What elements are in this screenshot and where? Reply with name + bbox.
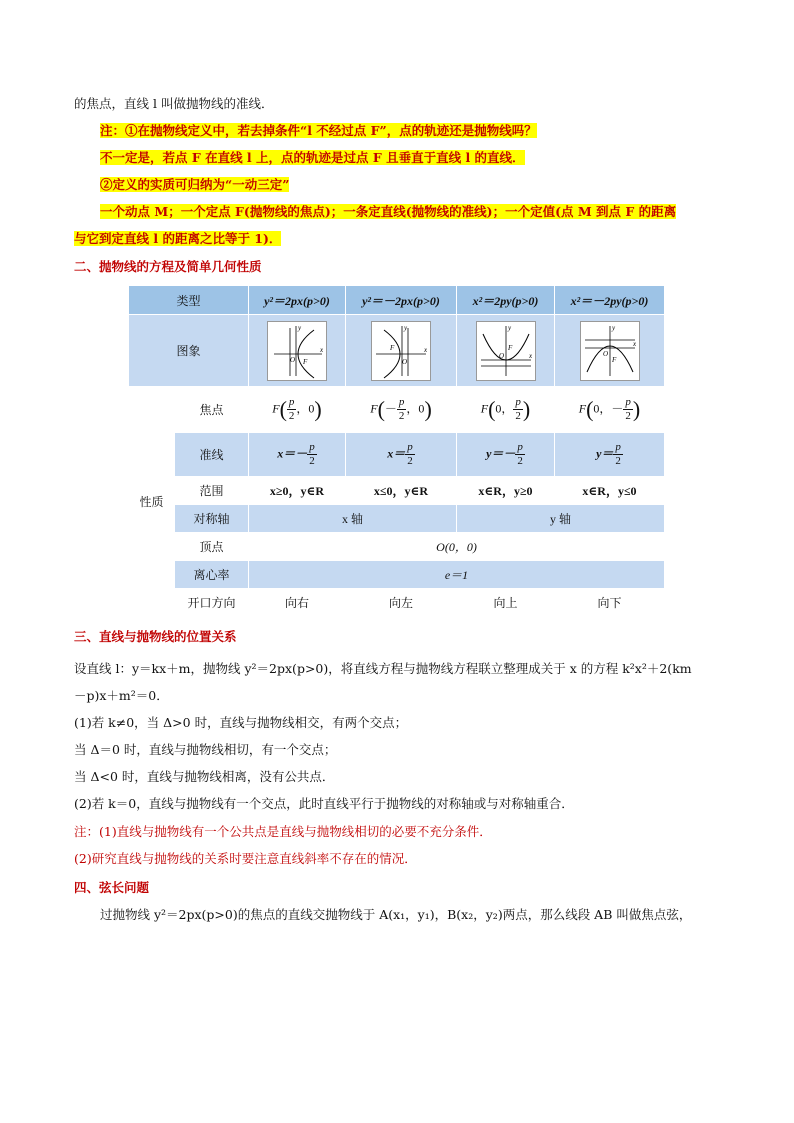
axis-letter-y: y [298,323,302,332]
axis-letter-o: O [290,355,296,364]
directrix-1: x＝－ $\frac{p}{2}$ [249,433,346,477]
range-label: 范围 [175,477,249,505]
col-header-3: x²＝2py(p>0) [457,286,555,315]
note-detail-b: 与它到定直线 l 的距离之比等于 1)． [74,231,282,246]
section4-title: 四、弦长问题 [74,880,150,895]
vertex-label: 顶点 [175,533,249,561]
focus-1: F( $\frac{p}{2}$ ，0) [249,387,346,433]
focus-label: 焦点 [175,387,249,433]
open-3: 向上 [457,589,555,617]
type-label: 类型 [129,286,249,315]
directrix-2: x＝ $\frac{p}{2}$ [346,433,457,477]
open-4: 向下 [555,589,665,617]
section4-p1: 过抛物线 y²＝2px(p>0)的焦点的直线交抛物线于 A(x₁，y₁)，B(x₂，y₂)两点，那么线段 AB 叫做焦点弦， [100,907,692,922]
axis-letter-f: F [507,343,512,352]
graph-right-opening [267,321,327,381]
axis-letter-x: x [632,339,636,348]
note-detail-a: 一个动点 M；一个定点 F(抛物线的焦点)；一条定直线(抛物线的准线)；一个定值(点 M 到点 F 的距离 [100,204,677,219]
intro-line: 的焦点，直线 l 叫做抛物线的准线． [74,96,274,111]
graph-left-opening [371,321,431,381]
case-1: (1)若 k≠0，当 Δ>0 时，直线与抛物线相交，有两个交点； [74,715,408,730]
section2-title: 二、抛物线的方程及简单几何性质 [74,259,262,274]
focus-3: F(0， $\frac{p}{2}$ ) [457,387,555,433]
note-question: 注：①在抛物线定义中，若去掉条件“l 不经过点 F”，点的轨迹还是抛物线吗？ [100,123,537,138]
range-4: x∈R，y≤0 [555,477,665,505]
range-1: x≥0，y∈R [249,477,346,505]
case-4: (2)若 k＝0，直线与抛物线有一个交点，此时直线平行于抛物线的对称轴或与对称轴重合． [74,796,574,811]
vertex-value: O(0，0) [249,533,665,561]
section3-p1a: 设直线 l：y＝kx＋m，抛物线 y²＝2px(p>0)，将直线方程与抛物线方程联立整理成关于 x 的方程 k²x²＋2(km [74,661,692,676]
directrix-label: 准线 [175,433,249,477]
graph-up-opening [476,321,536,381]
axis-letter-f: F [303,357,308,366]
graph-down-opening [580,321,640,381]
ecc-value: e＝1 [249,561,665,589]
case-3: 当 Δ<0 时，直线与抛物线相离，没有公共点． [74,769,335,784]
col-header-2: y²＝－2px(p>0) [346,286,457,315]
axis-letter-y: y [507,323,511,332]
axis-letter-x: x [320,345,324,354]
parabola-properties-table [128,285,665,617]
axis-letter-x: x [424,345,428,354]
col-header-1: y²＝2px(p>0) [249,286,346,315]
axis-letter-x: x [528,351,532,360]
focus-2: F(－ $\frac{p}{2}$ ，0) [346,387,457,433]
open-1: 向右 [249,589,346,617]
range-2: x≤0，y∈R [346,477,457,505]
note-answer: 不一定是，若点 F 在直线 l 上，点的轨迹是过点 F 且垂直于直线 l 的直线． [100,150,525,165]
axis-letter-o: O [602,349,608,358]
axis-letter-y: y [611,323,615,332]
directrix-4: y＝ $\frac{p}{2}$ [555,433,665,477]
open-label: 开口方向 [175,589,249,617]
col-header-4: x²＝－2py(p>0) [555,286,665,315]
range-3: x∈R，y≥0 [457,477,555,505]
axis-y: y 轴 [457,505,665,533]
section3-title: 三、直线与抛物线的位置关系 [74,629,237,644]
image-label: 图象 [129,315,249,387]
open-2: 向左 [346,589,457,617]
axis-letter-o: O [498,351,504,360]
directrix-3: y＝－ $\frac{p}{2}$ [457,433,555,477]
note-definition: ②定义的实质可归纳为“一动三定” [100,177,290,192]
focus-4: F(0，－ $\frac{p}{2}$ ) [555,387,665,433]
props-label: 性质 [129,387,175,617]
axis-letter-o: O [402,357,408,366]
axis-label: 对称轴 [175,505,249,533]
axis-letter-f: F [611,355,616,364]
ecc-label: 离心率 [175,561,249,589]
axis-letter-f: F [390,343,395,352]
section3-p1b: －p)x＋m²＝0． [74,688,169,703]
note-1: 注：(1)直线与抛物线有一个公共点是直线与抛物线相切的必要不充分条件． [74,824,492,839]
axis-x: x 轴 [249,505,457,533]
case-2: 当 Δ＝0 时，直线与抛物线相切，有一个交点； [74,742,337,757]
axis-letter-y: y [404,323,408,332]
note-2: (2)研究直线与抛物线的关系时要注意直线斜率不存在的情况． [74,851,417,866]
